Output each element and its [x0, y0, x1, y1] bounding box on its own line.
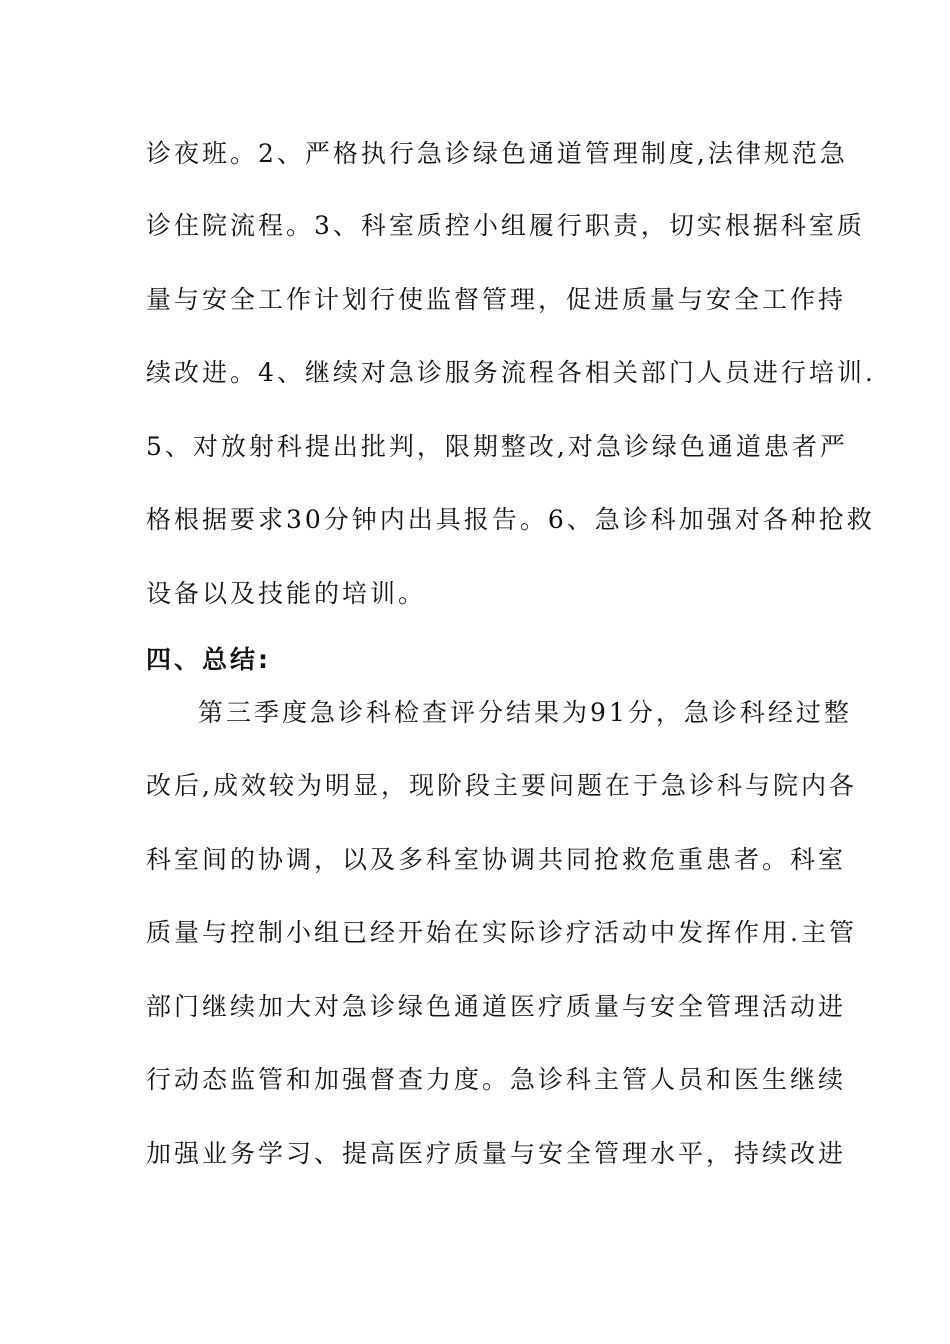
summary-line: 第三季度急诊科检查评分结果为91分，急诊科经过整: [198, 698, 852, 727]
paragraph-line: 诊住院流程。3、科室质控小组履行职责，切实根据科室质: [146, 211, 865, 240]
summary-line: 质量与控制小组已经开始在实际诊疗活动中发挥作用.主管: [146, 918, 857, 947]
summary-line: 改后,成效较为明显，现阶段主要问题在于急诊科与院内各: [146, 771, 857, 800]
paragraph-line: 格根据要求30分钟内出具报告。6、急诊科加强对各种抢救: [146, 505, 875, 534]
paragraph-line: 续改进。4、继续对急诊服务流程各相关部门人员进行培训.: [146, 358, 876, 387]
summary-line: 加强业务学习、提高医疗质量与安全管理水平，持续改进: [146, 1139, 847, 1168]
paragraph-line: 量与安全工作计划行使监督管理，促进质量与安全工作持: [146, 285, 847, 314]
summary-line: 行动态监管和加强督查力度。急诊科主管人员和医生继续: [146, 1065, 847, 1094]
paragraph-line: 设备以及技能的培训。: [146, 579, 427, 608]
section-heading: 四、总结:: [146, 645, 271, 674]
summary-line: 科室间的协调，以及多科室协调共同抢救危重患者。科室: [146, 845, 847, 874]
paragraph-line: 5、对放射科提出批判，限期整改,对急诊绿色通道患者严: [146, 432, 848, 461]
summary-line: 部门继续加大对急诊绿色通道医疗质量与安全管理活动进: [146, 992, 847, 1021]
paragraph-line: 诊夜班。2、严格执行急诊绿色通道管理制度,法律规范急: [146, 139, 848, 168]
